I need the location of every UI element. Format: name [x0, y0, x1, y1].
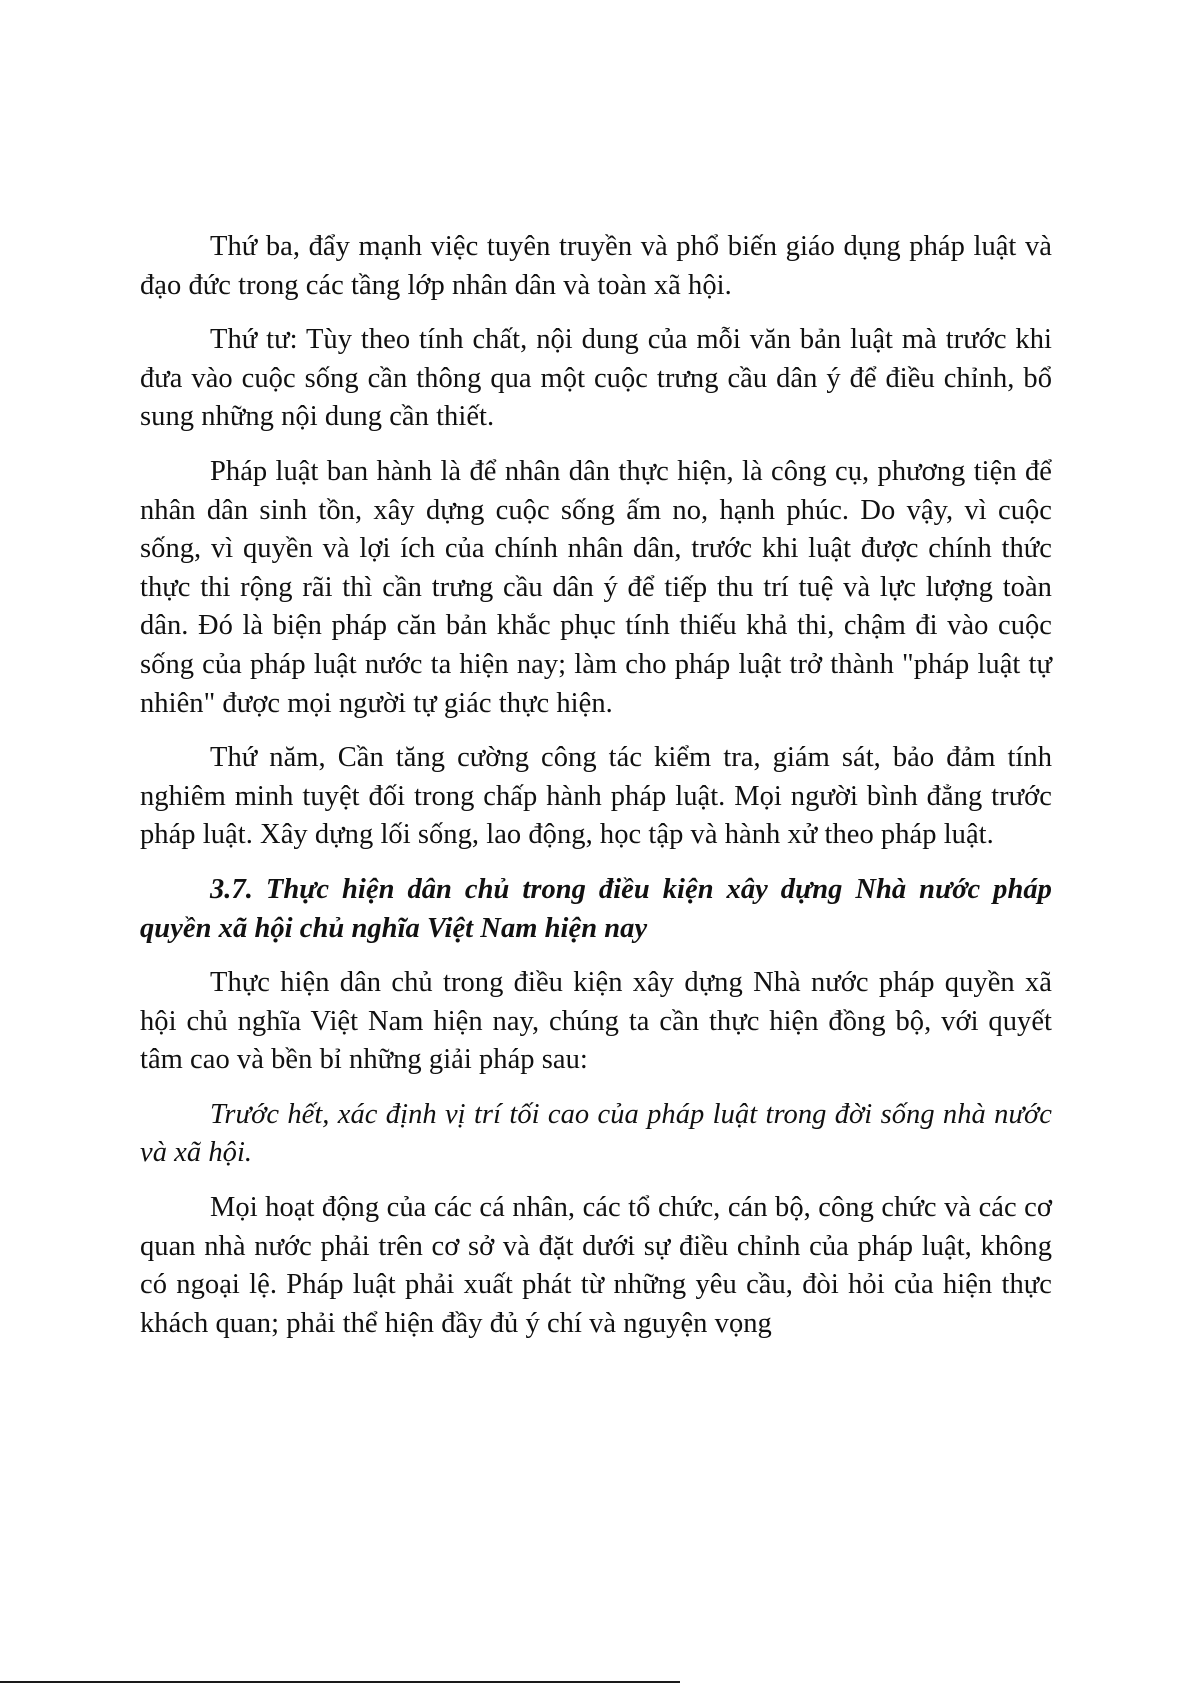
section-heading-3-7: 3.7. Thực hiện dân chủ trong điều kiện xây dựng Nhà nước pháp quyền xã hội chủ nghĩa Việt Nam hiện nay — [140, 873, 1052, 944]
paragraph-thu-ba: Thứ ba, đẩy mạnh việc tuyên truyền và phổ biến giáo dụng pháp luật và đạo đức trong các tầng lớp nhân dân và toàn xã hội. — [140, 231, 1052, 301]
paragraph-truoc-het: Trước hết, xác định vị trí tối cao của pháp luật trong đời sống nhà nước và xã hội. — [140, 1098, 1052, 1169]
paragraph-thu-nam: Thứ năm, Cần tăng cường công tác kiểm tra, giám sát, bảo đảm tính nghiêm minh tuyệt đối trong chấp hành pháp luật. Mọi người bình đẳng trước pháp luật. Xây dựng lối sống, lao động, học tập và hành xử theo pháp luật. — [140, 742, 1052, 851]
document-page — [140, 228, 1052, 1359]
paragraph-thuc-hien-dan-chu: Thực hiện dân chủ trong điều kiện xây dựng Nhà nước pháp quyền xã hội chủ nghĩa Việt Nam hiện nay, chúng ta cần thực hiện đồng bộ, với quyết tâm cao và bền bỉ những giải pháp sau: — [140, 967, 1052, 1076]
paragraph-thu-tu: Thứ tư: Tùy theo tính chất, nội dung của mỗi văn bản luật mà trước khi đưa vào cuộc sống cần thông qua một cuộc trưng cầu dân ý để điều chỉnh, bổ sung những nội dung cần thiết. — [140, 324, 1052, 433]
paragraph-phap-luat-ban-hanh: Pháp luật ban hành là để nhân dân thực hiện, là công cụ, phương tiện để nhân dân sinh tồn, xây dựng cuộc sống ấm no, hạnh phúc. Do vậy, vì cuộc sống, vì quyền và lợi ích của chính nhân dân, trước khi luật được chính thức thực thi rộng rãi thì cần trưng cầu dân ý để tiếp thu trí tuệ và lực lượng toàn dân. Đó là biện pháp căn bản khắc phục tính thiếu khả thi, chậm đi vào cuộc sống của pháp luật nước ta hiện nay; làm cho pháp luật trở thành "pháp luật tự nhiên" được mọi người tự giác thực hiện. — [140, 455, 1052, 719]
footer-divider — [0, 1681, 680, 1683]
paragraph-moi-hoat-dong: Mọi hoạt động của các cá nhân, các tổ chức, cán bộ, công chức và các cơ quan nhà nước phải trên cơ sở và đặt dưới sự điều chỉnh của pháp luật, không có ngoại lệ. Pháp luật phải xuất phát từ những yêu cầu, đòi hỏi của hiện thực khách quan; phải thể hiện đầy đủ ý chí và nguyện vọng — [140, 1192, 1052, 1339]
